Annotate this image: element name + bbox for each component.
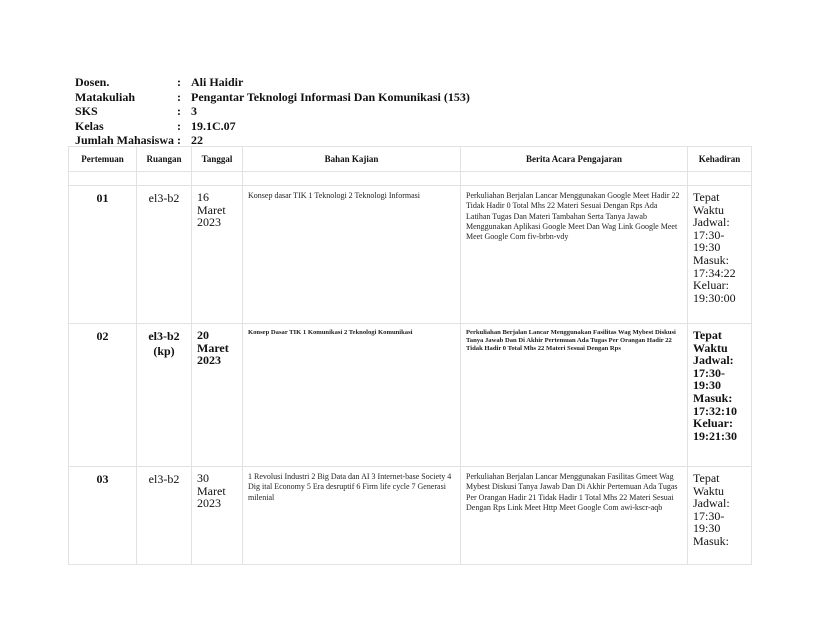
header-kehadiran: Kehadiran	[688, 147, 752, 172]
table-row	[69, 186, 752, 324]
kehadiran-cell: Tepat Waktu Jadwal: 17:30-19:30 Masuk: 17:32:10 Keluar: 19:21:30	[688, 324, 752, 467]
header-bahan-kajian: Bahan Kajian	[243, 147, 461, 172]
colon: :	[177, 89, 181, 104]
matakuliah-row	[75, 90, 470, 105]
kehadiran-cell: Tepat Waktu Jadwal: 17:30-19:30 Masuk:	[688, 467, 752, 565]
sks-row	[75, 104, 470, 119]
pertemuan-cell: 01	[69, 186, 137, 324]
table-row	[69, 467, 752, 565]
colon: :	[177, 75, 181, 89]
pertemuan-cell: 03	[69, 467, 137, 565]
course-info-header	[75, 75, 470, 148]
jumlah-mahasiswa-value: 22	[191, 133, 203, 147]
tanggal-cell: 30 Maret 2023	[192, 467, 243, 565]
bahan-kajian-cell: 1 Revolusi Industri 2 Big Data dan AI 3 Internet-base Society 4 Dig ital Economy 5 Era desruptif 6 Firm life cycle 7 Generasi milenial	[243, 467, 461, 565]
tanggal-cell: 16 Maret 2023	[192, 186, 243, 324]
kelas-row	[75, 119, 470, 134]
dosen-value: Ali Haidir	[191, 75, 244, 89]
header-ruangan: Ruangan	[137, 147, 192, 172]
berita-acara-cell: Perkuliahan Berjalan Lancar Menggunakan Fasilitas Wag Mybest Diskusi Tanya Jawab Dan Di Akhir Pertemuan Ada Tugas Per Orangan Hadir 22 Tidak Hadir 0 Total Mhs 22 Materi Sesuai Dengan Rps	[461, 324, 688, 467]
tanggal-cell: 20 Maret 2023	[192, 324, 243, 467]
colon: :	[177, 133, 181, 147]
bahan-kajian-cell: Konsep dasar TIK 1 Teknologi 2 Teknologi Informasi	[243, 186, 461, 324]
matakuliah-label: Matakuliah	[75, 89, 136, 104]
ruangan-cell: el3-b2	[137, 467, 192, 565]
ruangan-cell: el3-b2	[137, 186, 192, 324]
sks-label: SKS	[75, 104, 98, 118]
berita-acara-cell: Perkuliahan Berjalan Lancar Menggunakan Fasilitas Gmeet Wag Mybest Diskusi Tanya Jawab Dan Di Akhir Pertemuan Ada Tugas Per Orangan Hadir 21 Tidak Hadir 1 Total Mhs 22 Materi Sesuai Dengan Rps Link Meet Http Meet Google Com awi-kscr-aqb	[461, 467, 688, 565]
kelas-value: 19.1C.07	[191, 118, 236, 133]
table-row	[69, 324, 752, 467]
ruangan-cell: el3-b2 (kp)	[137, 324, 192, 467]
colon: :	[177, 104, 181, 118]
jumlah-mahasiswa-label: Jumlah Mahasiswa	[75, 133, 175, 147]
kelas-label: Kelas	[75, 118, 104, 133]
dosen-label: Dosen.	[75, 75, 110, 89]
pertemuan-cell: 02	[69, 324, 137, 467]
header-pertemuan: Pertemuan	[69, 147, 137, 172]
bahan-kajian-cell: Konsep Dasar TIK 1 Komunikasi 2 Teknologi Komunikasi	[243, 324, 461, 467]
berita-acara-cell: Perkuliahan Berjalan Lancar Menggunakan Google Meet Hadir 22 Tidak Hadir 0 Total Mhs 22 Materi Sesuai Dengan Rps Ada Latihan Tugas Dan Materi Tambahan Serta Tanya Jawab Menggunakan Aplikasi Google Meet Dan Wag Link Google Meet Meet Google Com fiv-brbn-vdy	[461, 186, 688, 324]
kehadiran-cell: Tepat Waktu Jadwal: 17:30-19:30 Masuk: 17:34:22 Keluar: 19:30:00	[688, 186, 752, 324]
table-spacer	[69, 172, 752, 186]
header-berita-acara: Berita Acara Pengajaran	[461, 147, 688, 172]
matakuliah-value: Pengantar Teknologi Informasi Dan Komunikasi (153)	[191, 89, 470, 104]
table-header-row	[69, 147, 752, 172]
colon: :	[177, 118, 181, 133]
header-tanggal: Tanggal	[192, 147, 243, 172]
sks-value: 3	[191, 104, 197, 118]
attendance-table	[68, 146, 752, 565]
dosen-row	[75, 75, 470, 90]
